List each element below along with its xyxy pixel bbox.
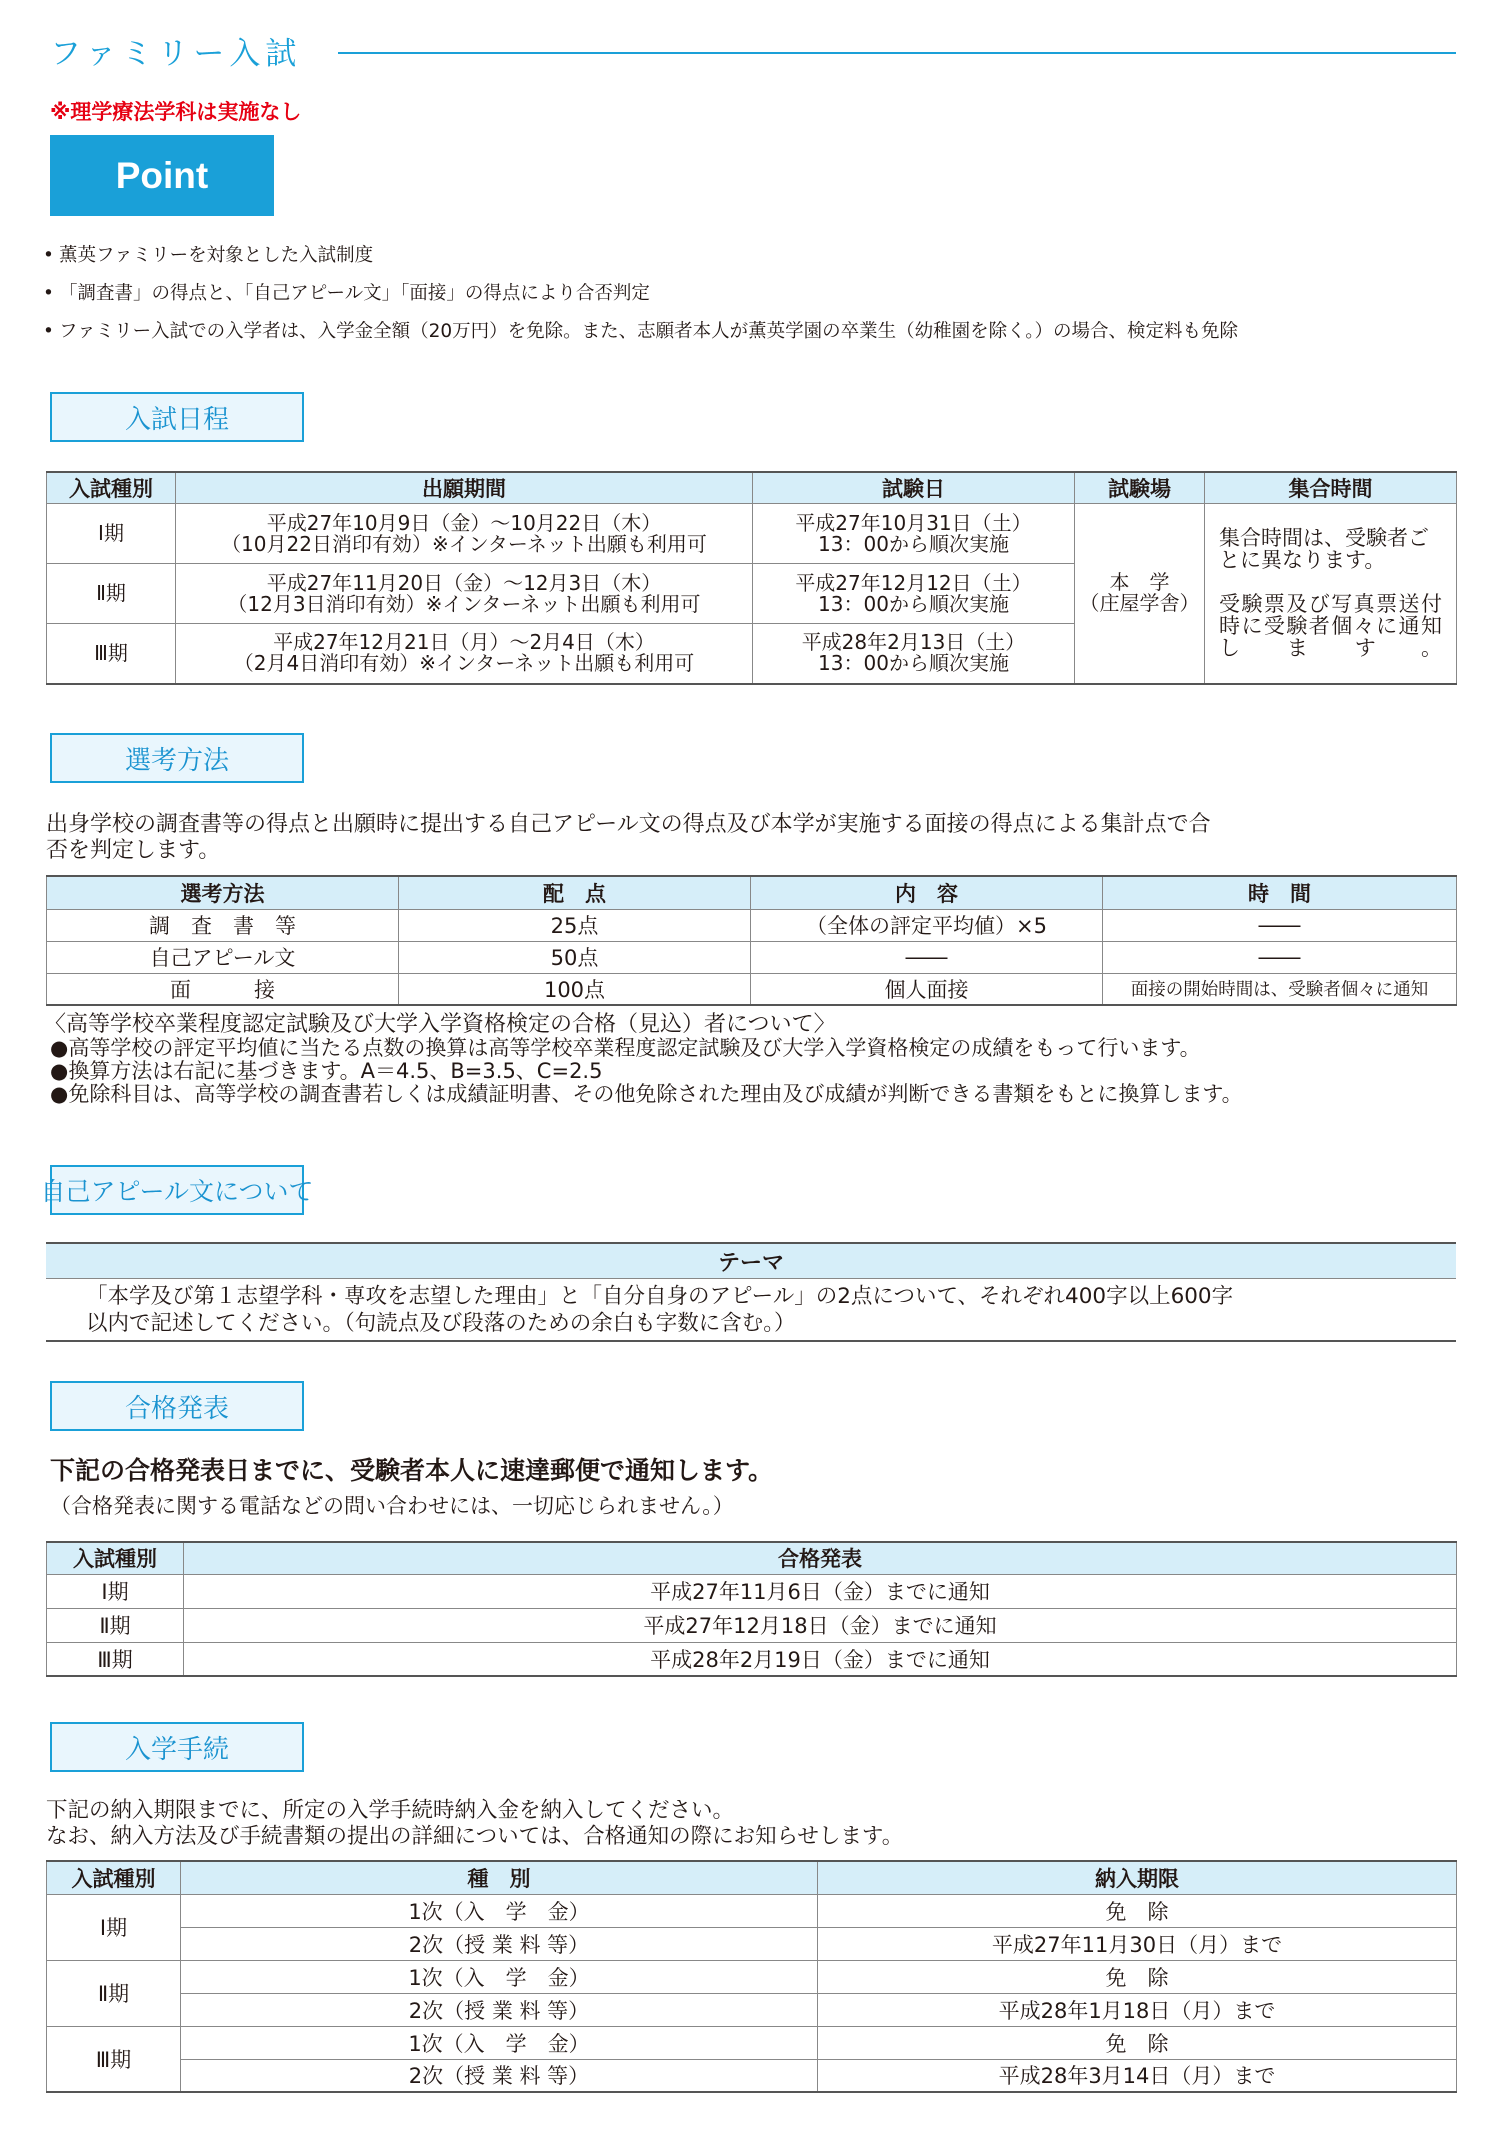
exam-date: 平成28年2月13日（土） 13：00から順次実施 (753, 624, 1075, 684)
table-row: Ⅲ期 1次（入 学 金） 免 除 (47, 2026, 1457, 2059)
point-list (43, 245, 1463, 359)
exam-date: 平成27年12月12日（土） 13：00から順次実施 (753, 564, 1075, 624)
table-header: 合格発表 (184, 1542, 1457, 1574)
table-header: 入試種別 (47, 472, 176, 504)
table-header: 出願期間 (176, 472, 753, 504)
application-period: 平成27年10月9日（金）～10月22日（木） （10月22日消印有効）※インターネット出願も利用可 (176, 504, 753, 564)
exam-date: 平成27年10月31日（土） 13：00から順次実施 (753, 504, 1075, 564)
table-row: Ⅰ期 平成27年11月6日（金）までに通知 (47, 1574, 1457, 1608)
table-row: 自己アピール文 50点 ―― ―― (47, 941, 1457, 973)
exam-venue: 本 学 （庄屋学舎） (1075, 504, 1205, 684)
table-header: 試験日 (753, 472, 1075, 504)
section-heading-result: 合格発表 (50, 1381, 304, 1431)
qualification-note-3: ●免除科目は、高等学校の調査書若しくは成績証明書、その他免除された理由及び成績が判断できる書類をもとに換算します。 (50, 1082, 1243, 1106)
exclusion-note: ※理学療法学科は実施なし (50, 100, 302, 124)
table-row: Ⅰ期 1次（入 学 金） 免 除 (47, 1894, 1457, 1927)
point-label: Point (115, 154, 209, 196)
table-header: 内 容 (751, 876, 1103, 909)
table-row (47, 504, 1457, 564)
bullet-icon: • (43, 245, 54, 266)
theme-body: 「本学及び第１志望学科・専攻を志望した理由」と「自分自身のアピール」の2点について、それぞれ400字以上600字 以内で記述してください。（句読点及び段落のための余白も字数に含む。） (46, 1278, 1456, 1342)
exam-type: Ⅲ期 (47, 624, 176, 684)
selection-table (46, 875, 1457, 1006)
table-row: 調 査 書 等 25点 （全体の評定平均値）×5 ―― (47, 909, 1457, 941)
assembly-time: 集合時間は、受験者ごとに異なります。 受験票及び写真票送付時に受験者個々に通知します。 (1205, 504, 1457, 684)
table-row: Ⅲ期 平成28年2月19日（金）までに通知 (47, 1642, 1457, 1676)
table-header: 時 間 (1103, 876, 1457, 909)
table-header: 納入期限 (818, 1861, 1457, 1894)
application-period: 平成27年11月20日（金）～12月3日（木） （12月3日消印有効）※インターネット出願も利用可 (176, 564, 753, 624)
list-item: • 薫英ファミリーを対象とした入試制度 (43, 245, 374, 266)
qualification-note-2: ●換算方法は右記に基づきます。A＝4.5、B=3.5、C=2.5 (50, 1059, 603, 1083)
section-heading-selection: 選考方法 (50, 733, 304, 783)
table-row: Ⅱ期 平成27年12月18日（金）までに通知 (47, 1608, 1457, 1642)
table-row: 面 接 100点 個人面接 面接の開始時間は、受験者個々に通知 (47, 973, 1457, 1005)
table-row: 2次（授 業 料 等） 平成28年1月18日（月）まで (47, 1993, 1457, 2026)
exam-type: Ⅱ期 (47, 564, 176, 624)
application-period: 平成27年12月21日（月）～2月4日（木） （2月4日消印有効）※インターネット出願も利用可 (176, 624, 753, 684)
schedule-table (46, 471, 1457, 685)
selection-intro-line1: 出身学校の調査書等の得点と出願時に提出する自己アピール文の得点及び本学が実施する面接の得点による集計点で合 (46, 812, 1211, 837)
point-badge (50, 135, 274, 216)
section-heading-appeal: 自己アピール文について (50, 1165, 304, 1215)
table-row: Ⅱ期 1次（入 学 金） 免 除 (47, 1960, 1457, 1993)
title-divider (338, 52, 1456, 54)
result-lead: 下記の合格発表日までに、受験者本人に速達郵便で通知します。 (50, 1456, 774, 1485)
qualification-note-title: 〈高等学校卒業程度認定試験及び大学入学資格検定の合格（見込）者について〉 (44, 1012, 836, 1037)
table-header: 選考方法 (47, 876, 399, 909)
enrollment-lead-2: なお、納入方法及び手続書類の提出の詳細については、合格通知の際にお知らせします。 (46, 1824, 904, 1849)
selection-intro-line2: 否を判定します。 (46, 838, 221, 863)
page-title: ファミリー入試 (50, 36, 302, 72)
result-subnote: （合格発表に関する電話などの問い合わせには、一切応じられません。） (50, 1494, 734, 1518)
table-header: 試験場 (1075, 472, 1205, 504)
table-header: 入試種別 (47, 1861, 181, 1894)
list-item: • ファミリー入試での入学者は、入学金全額（20万円）を免除。また、志願者本人が薫英学園の卒業生（幼稚園を除く。）の場合、検定料も免除 (43, 321, 1239, 342)
table-header: 集合時間 (1205, 472, 1457, 504)
exam-type: Ⅰ期 (47, 504, 176, 564)
section-heading-enrollment: 入学手続 (50, 1722, 304, 1772)
list-item: • 「調査書」の得点と、「自己アピール文」「面接」の得点により合否判定 (43, 283, 650, 304)
table-row: 2次（授 業 料 等） 平成27年11月30日（月）まで (47, 1927, 1457, 1960)
theme-header: テーマ (46, 1242, 1456, 1278)
enrollment-table (46, 1860, 1457, 2093)
table-row: 2次（授 業 料 等） 平成28年3月14日（月）まで (47, 2059, 1457, 2092)
bullet-icon: • (43, 283, 54, 304)
bullet-icon: • (43, 321, 54, 342)
section-heading-schedule: 入試日程 (50, 392, 304, 442)
qualification-note-1: ●高等学校の評定平均値に当たる点数の換算は高等学校卒業程度認定試験及び大学入学資格検定の成績をもって行います。 (50, 1036, 1201, 1060)
table-header: 入試種別 (47, 1542, 184, 1574)
table-header: 種 別 (181, 1861, 818, 1894)
result-table (46, 1541, 1457, 1677)
table-header: 配 点 (399, 876, 751, 909)
enrollment-lead-1: 下記の納入期限までに、所定の入学手続時納入金を納入してください。 (46, 1798, 735, 1823)
